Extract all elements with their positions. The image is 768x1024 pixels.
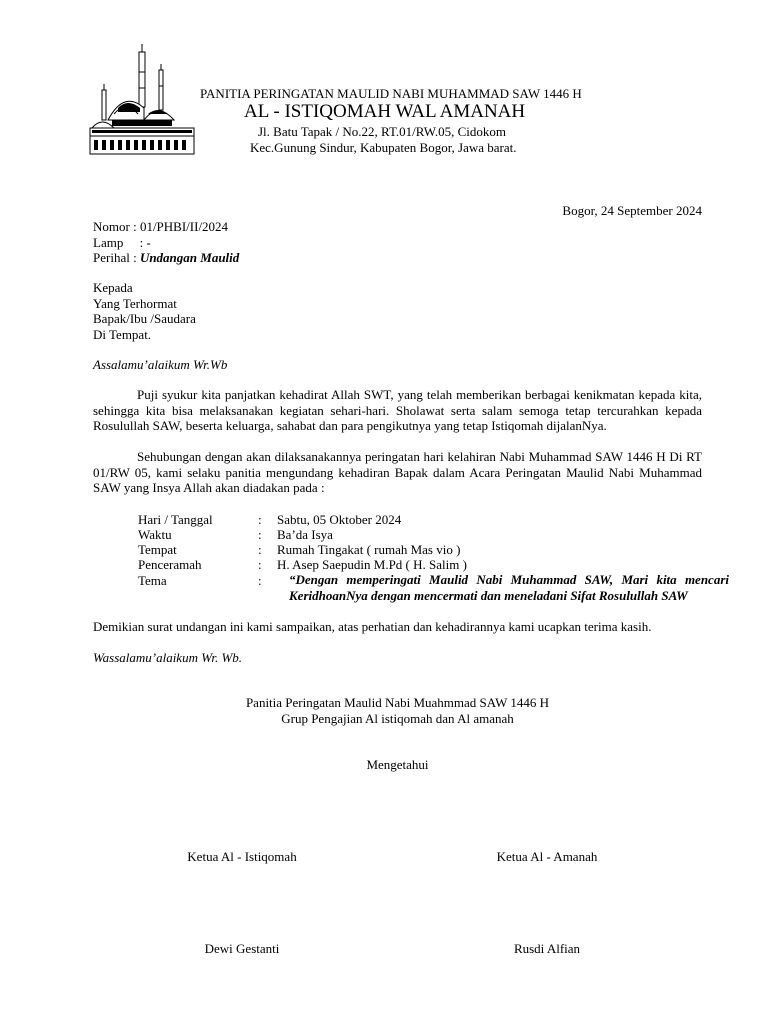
detail-label: Tema (138, 573, 167, 588)
detail-colon: : (258, 512, 262, 527)
detail-value: Sabtu, 05 Oktober 2024 (277, 512, 402, 527)
organization-name: AL - ISTIQOMAH WAL AMANAH (244, 101, 526, 122)
left-signatory-name: Dewi Gestanti (204, 941, 280, 956)
theme-line-1: “Dengan memperingati Maulid Nabi Muhammad SAW, Mari kita mencari (289, 572, 729, 587)
farewell: Wassalamu’alaikum Wr. Wb. (93, 650, 243, 665)
letter-attachment: Lamp : - (93, 235, 151, 250)
subject-value: Undangan Maulid (139, 250, 240, 265)
committee-signature-line-2: Grup Pengajian Al istiqomah dan Al amanah (281, 711, 514, 726)
recipient-line: Bapak/Ibu /Saudara (93, 311, 196, 326)
detail-label: Waktu (138, 527, 172, 542)
paragraph-invitation (93, 449, 702, 496)
theme-text (277, 572, 729, 603)
greeting: Assalamu’alaikum Wr.Wb (93, 357, 228, 372)
detail-value: Rumah Tingakat ( rumah Mas vio ) (277, 542, 461, 557)
subject-label: Perihal : (93, 250, 140, 265)
theme-line-2: KeridhoanNya dengan mencermati dan meneladani Sifat Rosulullah SAW (289, 587, 688, 603)
detail-colon: : (258, 557, 262, 572)
paragraph-opening-text: Puji syukur kita panjatkan kehadirat Allah SWT, yang telah memberikan berbagai kenikmatan kepada kita, sehingga kita bisa melaksanakan kegiatan sehari-hari. Sholawat serta salam semoga tetap tercurahkan kepada Rosulullah SAW, beserta keluarga, sahabat dan para pengikutnya yang tetap Istiqomah dijalanNya. (93, 387, 702, 433)
right-signatory-title: Ketua Al - Amanah (496, 849, 598, 864)
recipient-line: Yang Terhormat (93, 296, 177, 311)
detail-colon: : (258, 573, 262, 588)
committee-title: PANITIA PERINGATAN MAULID NABI MUHAMMAD SAW 1446 H (200, 86, 582, 101)
closing-paragraph: Demikian surat undangan ini kami sampaikan, atas perhatian dan kehadirannya kami ucapkan terima kasih. (93, 619, 652, 634)
letter-number: Nomor : 01/PHBI/II/2024 (93, 219, 229, 234)
detail-label: Penceramah (138, 557, 202, 572)
detail-value: H. Asep Saepudin M.Pd ( H. Salim ) (277, 557, 467, 572)
letter-subject (93, 250, 239, 265)
left-signatory-title: Ketua Al - Istiqomah (187, 849, 297, 864)
detail-colon: : (258, 542, 262, 557)
committee-signature-line-1: Panitia Peringatan Maulid Nabi Muahmmad SAW 1446 H (245, 695, 550, 710)
detail-value: Ba’da Isya (277, 527, 333, 542)
recipient-line: Kepada (93, 280, 133, 295)
paragraph-opening (93, 387, 702, 434)
paragraph-invitation-text: Sehubungan dengan akan dilaksanakannya peringatan hari kelahiran Nabi Muhammad SAW 1446 H Di RT 01/RW 05, kami selaku panitia mengundang kehadiran Bapak dalam Acara Peringatan Maulid Nabi Muhammad SAW yang Insya Allah akan diadakan pada : (93, 449, 702, 495)
right-signatory-name: Rusdi Alfian (513, 941, 581, 956)
place-date: Bogor, 24 September 2024 (562, 203, 702, 218)
acknowledged-label: Mengetahui (366, 757, 429, 772)
address-line-1: Jl. Batu Tapak / No.22, RT.01/RW.05, Cidokom (258, 124, 506, 139)
address-line-2: Kec.Gunung Sindur, Kabupaten Bogor, Jawa barat. (250, 140, 517, 155)
detail-label: Hari / Tanggal (138, 512, 213, 527)
detail-label: Tempat (138, 542, 177, 557)
mosque-icon (88, 42, 196, 158)
detail-colon: : (258, 527, 262, 542)
recipient-line: Di Tempat. (93, 327, 152, 342)
